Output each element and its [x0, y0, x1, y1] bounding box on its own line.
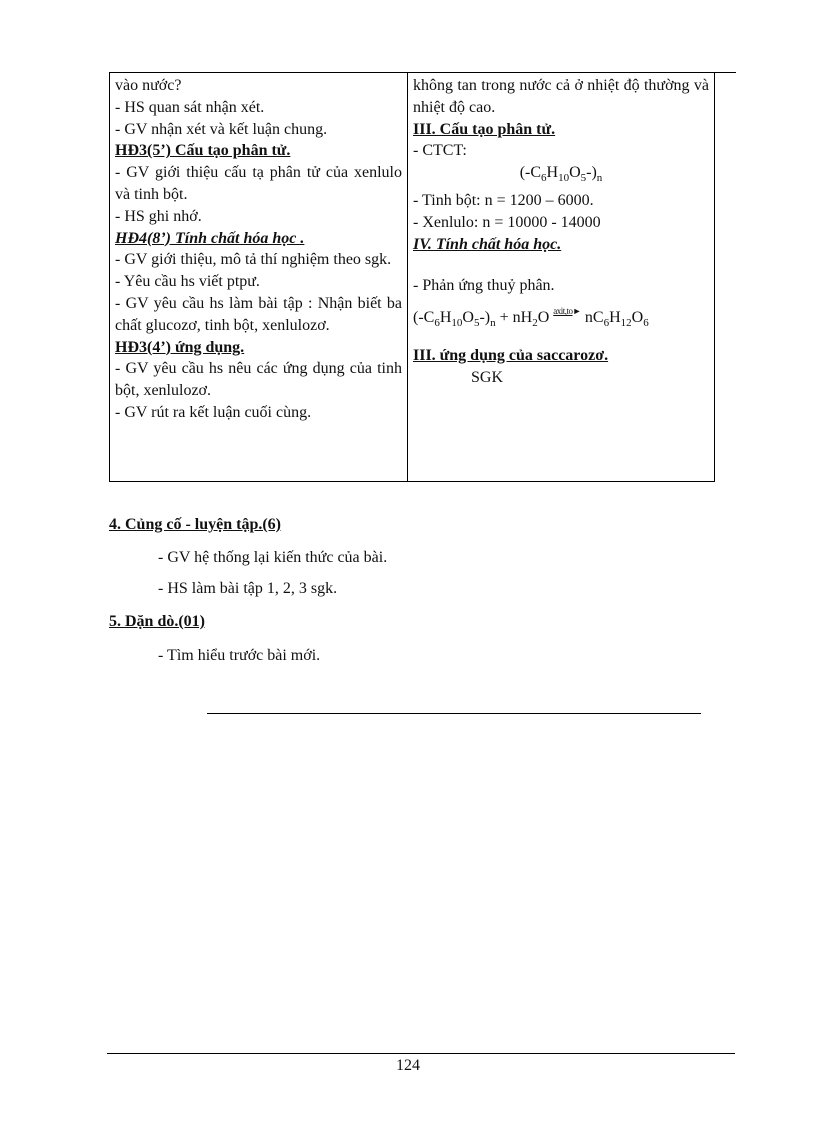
- section-5-title: 5. Dặn dò.(01): [109, 613, 206, 630]
- chemical-properties-heading: IV. Tính chất hóa học.: [413, 235, 562, 253]
- reaction-arrow: axit,to►: [553, 306, 581, 317]
- teacher-activities-column: [110, 73, 408, 482]
- top-rule-extension: [714, 72, 736, 73]
- activity-line: - GV yêu cầu hs nêu các ứng dụng của tinh bột, xenlulozơ.: [115, 360, 402, 400]
- page-number: 124: [396, 1057, 420, 1074]
- activity-line: HĐ3(4’) ứng dụng.: [115, 338, 245, 356]
- applications-heading: III. ứng dụng của saccarozơ.: [413, 346, 609, 364]
- section-5-item-1: - Tìm hiểu trước bài mới.: [158, 647, 321, 664]
- activity-line: HĐ3(5’) Cấu tạo phân tử.: [115, 142, 291, 160]
- activity-line: - HS ghi nhớ.: [115, 207, 202, 225]
- lesson-table: [109, 72, 715, 482]
- activity-line: - HS quan sát nhận xét.: [115, 98, 265, 116]
- activity-line: - GV yêu cầu hs làm bài tập : Nhận biết ba chất glucozơ, tinh bột, xenlulozơ.: [115, 294, 402, 334]
- starch-n-range: - Tinh bột: n = 1200 – 6000.: [413, 191, 594, 209]
- table-row: [110, 73, 715, 482]
- footer-rule: [107, 1053, 735, 1054]
- content-column: [408, 73, 715, 482]
- activity-line: - GV rút ra kết luận cuối cùng.: [115, 403, 312, 421]
- polymer-formula: $(-C_6H_{10}O_5-)_n$: [519, 164, 603, 185]
- activity-line: - GV giới thiệu, mô tả thí nghiệm theo sgk.: [115, 251, 392, 269]
- section-4-item-2: - HS làm bài tập 1, 2, 3 sgk.: [158, 580, 338, 597]
- section-4-item-1: - GV hệ thống lại kiến thức của bài.: [158, 549, 388, 566]
- activity-line: - GV giới thiệu cấu tạ phân tử của xenlulo và tinh bột.: [115, 164, 402, 203]
- activity-line: - GV nhận xét và kết luận chung.: [115, 120, 328, 138]
- activity-line: vào nước?: [115, 77, 182, 94]
- section-4-title: 4. Củng cố - luyện tập.(6): [109, 516, 282, 533]
- ctct-label: - CTCT:: [413, 142, 467, 160]
- hydrolysis-equation: $(-C_6H_{10}O_5-)_n + nH_2O$ $^{axit,to►}$ $nC_6H_{12}O_6$: [413, 306, 649, 330]
- cellulose-n-range: - Xenlulo: n = 10000 - 14000: [413, 213, 601, 231]
- applications-text: SGK: [471, 368, 504, 386]
- solubility-note: không tan trong nước cả ở nhiệt độ thường và nhiệt độ cao.: [413, 77, 709, 116]
- structure-heading: III. Cấu tạo phân tử.: [413, 120, 556, 138]
- activity-line: - Yêu cầu hs viết ptpư.: [115, 273, 260, 291]
- closing-rule: [207, 713, 701, 714]
- hydrolysis-label: - Phản ứng thuỷ phân.: [413, 277, 555, 295]
- activity-line: HĐ4(8’) Tính chất hóa học .: [115, 229, 305, 247]
